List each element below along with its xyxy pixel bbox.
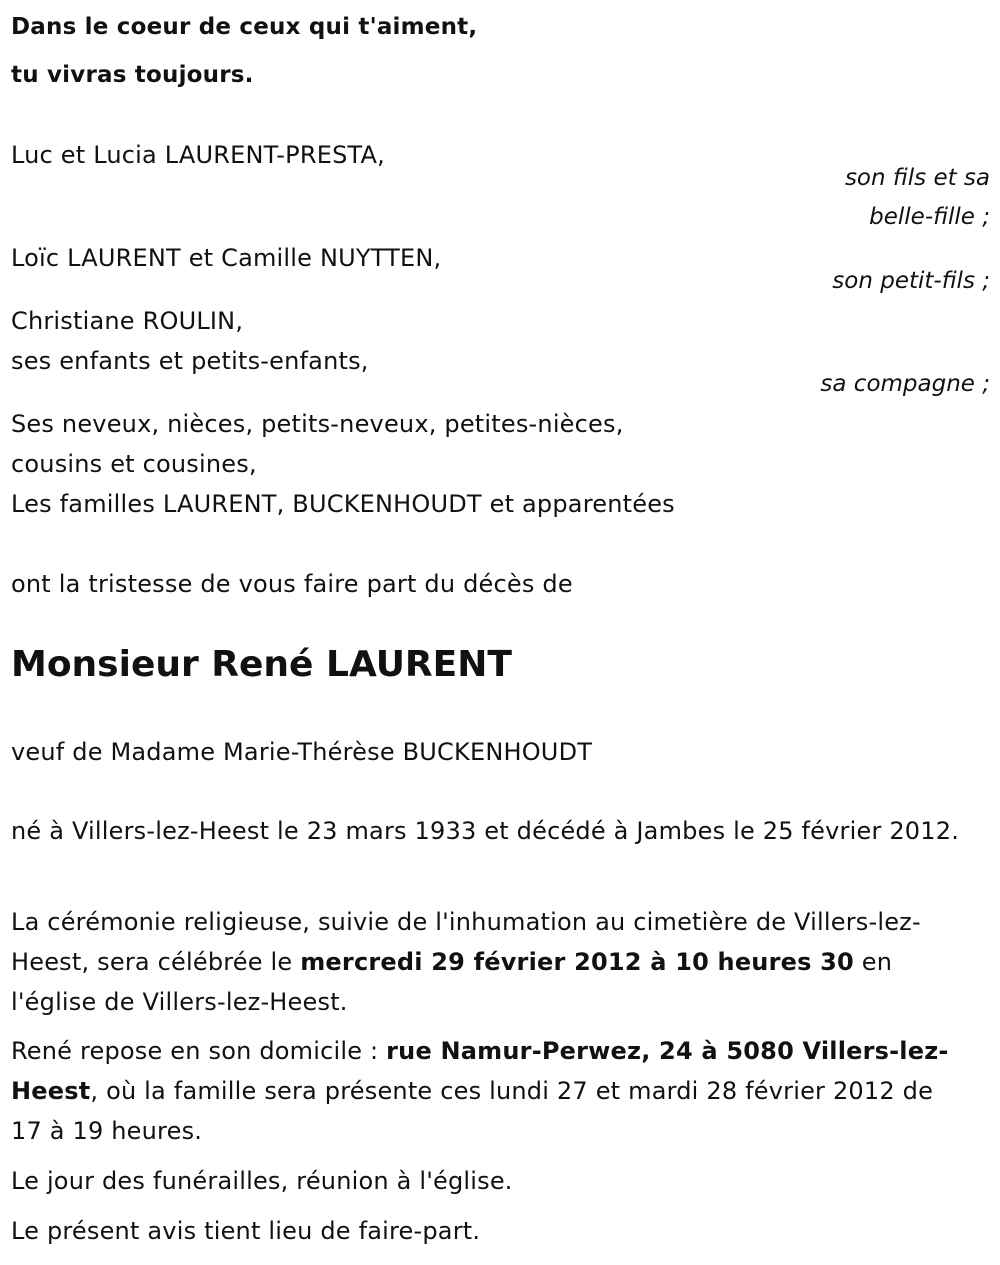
widower-text: veuf de Madame Marie-Thérèse BUCKENHOUDT [11,738,593,766]
visitation-text-before: René repose en son domicile : [11,1037,387,1065]
ceremony-text-after: en l'église de Villers-lez-Heest. [11,948,893,1016]
family-others-line-3: Les familles LAURENT, BUCKENHOUDT et apparentées [11,490,675,518]
family-companion-name: Christiane ROULIN, [11,307,244,335]
family-grandson-relation: son petit-fils ; [832,268,990,294]
family-son-relation-line-1: son fils et sa [844,165,990,191]
notice-text: Le présent avis tient lieu de faire-part. [11,1217,481,1245]
epigraph-line-2: tu vivras toujours. [11,62,254,88]
family-companion-extra: ses enfants et petits-enfants, [11,347,369,375]
epigraph-line-1: Dans le coeur de ceux qui t'aiment, [11,14,478,40]
family-son-relation-line-2: belle-fille ; [869,204,990,230]
ceremony-text-before: La cérémonie religieuse, suivie de l'inhumation au cimetière de Villers-lez-Heest, sera célébrée le [11,908,921,976]
visitation-text-after: , où la famille sera présente ces lundi 27 et mardi 28 février 2012 de 17 à 19 heures. [11,1077,934,1145]
announcement-text: ont la tristesse de vous faire part du décès de [11,570,573,598]
family-others-line-1: Ses neveux, nièces, petits-neveux, petites-nièces, [11,410,624,438]
family-companion-relation: sa compagne ; [820,371,990,397]
family-grandson-name: Loïc LAURENT et Camille NUYTTEN, [11,244,442,272]
ceremony-date: mercredi 29 février 2012 à 10 heures 30 [300,948,854,976]
funeral-meeting-text: Le jour des funérailles, réunion à l'église. [11,1167,513,1195]
ceremony-paragraph [11,902,971,1022]
family-others-line-2: cousins et cousines, [11,450,257,478]
family-son-name: Luc et Lucia LAURENT-PRESTA, [11,141,385,169]
deceased-name: Monsieur René LAURENT [11,644,512,685]
visitation-paragraph [11,1031,971,1151]
birth-death-text: né à Villers-lez-Heest le 23 mars 1933 et décédé à Jambes le 25 février 2012. [11,817,960,845]
visitation-address: rue Namur-Perwez, 24 à 5080 Villers-lez-Heest [11,1037,949,1105]
